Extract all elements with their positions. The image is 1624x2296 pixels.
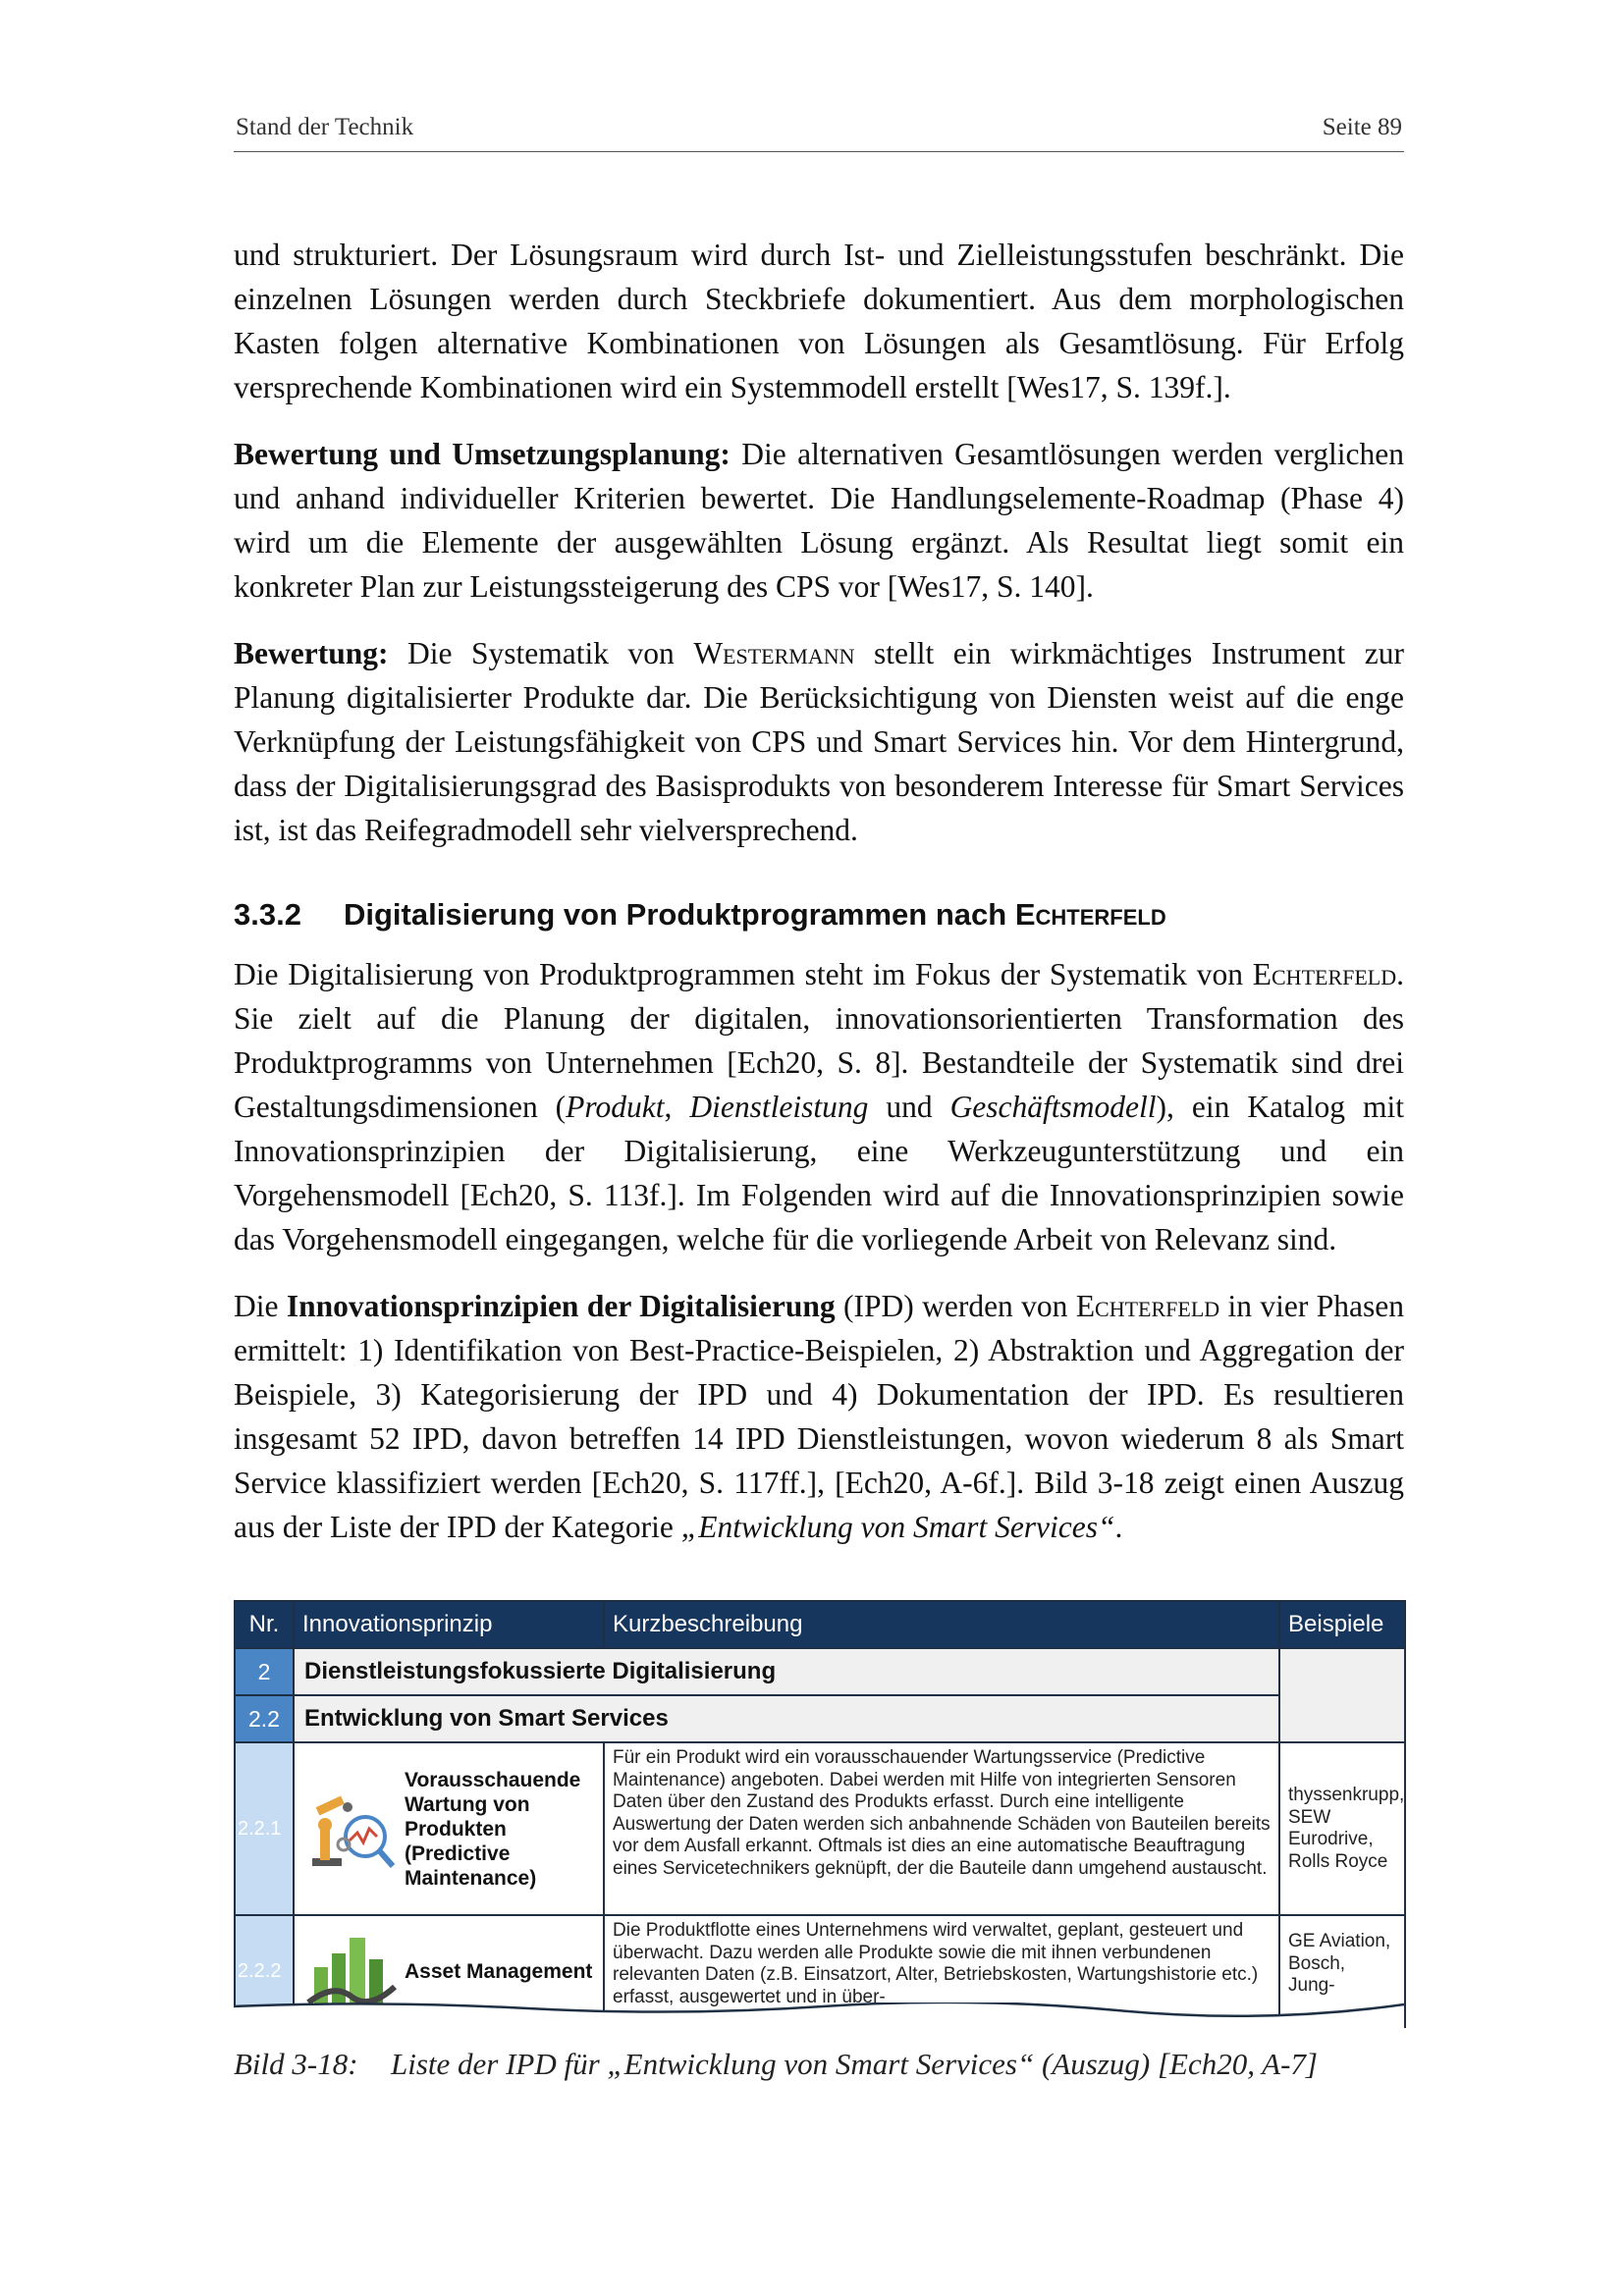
row-number: 2.2.2 xyxy=(235,1915,294,2027)
caption-label: Bild 3-18: xyxy=(234,2047,358,2081)
row-examples: GE Aviation, Bosch, Jung- xyxy=(1279,1915,1405,2027)
header-chapter: Stand der Technik xyxy=(236,114,414,140)
paragraph-1: und strukturiert. Der Lösungsraum wird durch Ist- und Zielleistungsstufen beschränkt. Die einzelnen Lösungen werden durch Steckbriefe dokumentiert. Aus dem morphologischen Kasten folgen alternative Kombinationen von Lösungen als Gesamtlösung. Für Erfolg versprechende Kombinationen wird ein Systemmodell erstellt [Wes17, S. 139f.]. xyxy=(234,238,1404,404)
row-description: Für ein Produkt wird ein vorausschauender Wartungsservice (Predictive Maintenance) angeboten. Dabei werden mit Hilfe von integrierten Sensoren Daten über den Zustand des Produkts erfasst. Durch eine intelligente Auswertung der Daten werden sich anbahnende Schäden von Bauteilen bereits vor dem Ausfall erkannt. Oftmals ist dies an eine automatische Beauftragung eines Servicetechnikers geknüpft, der die Bauteile dann umgehend austauscht. xyxy=(604,1742,1279,1915)
body-text xyxy=(234,233,1404,1572)
figure-caption xyxy=(234,2047,1404,2082)
row-number: 2.2.1 xyxy=(235,1742,294,1915)
table-header-row xyxy=(235,1601,1405,1648)
principle-label: Asset Management xyxy=(405,1959,593,1983)
principle-label: Vorausschauende Wartung von Produkten (Predictive Maintenance) xyxy=(405,1768,581,1890)
column-header-examples: Beispiele xyxy=(1279,1601,1405,1648)
column-header-nr: Nr. xyxy=(235,1601,294,1648)
group-label: Dienstleistungsfokussierte Digitalisierung xyxy=(294,1648,1279,1695)
ipd-table xyxy=(234,1600,1406,2028)
paragraph-5: Die Innovationsprinzipien der Digitalisierung (IPD) werden von Echterfeld in vier Phasen ermittelt: 1) Identifikation von Best-Practice-Beispielen, 2) Abstraktion und Aggregation der Beispiele, 3) Kategorisierung der IPD und 4) Dokumentation der IPD. Es resultieren insgesamt 52 IPD, davon betreffen 14 IPD Dienstleistungen, wovon wiederum 8 als Smart Service klassifiziert werden [Ech20, S. 117ff.], [Ech20, A-6f.]. Bild 3-18 zeigt einen Auszug aus der Liste der IPD der Kategorie „Entwicklung von Smart Services“. xyxy=(234,1289,1405,1544)
torn-edge xyxy=(234,2002,1404,2042)
ipd-table-figure xyxy=(234,1600,1404,2028)
paragraph-4: Die Digitalisierung von Produktprogrammen steht im Fokus der Systematik von Echterfeld. Sie zielt auf die Planung der digitalen, innovationsorientierten Transformation des Produktprogramms von Unternehmen [Ech20, S. 8]. Bestandteile der Systematik sind drei Gestaltungsdimensionen (Produkt, Dienstleistung und Geschäftsmodell), ein Katalog mit Innovationsprinzipien der Digitalisierung, eine Werkzeugunterstützung und ein Vorgehensmodell [Ech20, S. 113f.]. Im Folgenden wird auf die Innovationsprinzipien sowie das Vorgehensmodell eingegangen, welche für die vorliegende Arbeit von Relevanz sind. xyxy=(234,957,1405,1256)
column-header-principle: Innovationsprinzip xyxy=(294,1601,604,1648)
paragraph-3: Bewertung: Die Systematik von Westermann stellt ein wirkmächtiges Instrument zur Planung digitalisierter Produkte dar. Die Berücksichtigung von Diensten weist auf die enge Verknüpfung der Leistungsfähigkeit von CPS und Smart Services hin. Vor dem Hintergrund, dass der Digitalisierungsgrad des Basisprodukts von besonderem Interesse für Smart Services ist, ist das Reifegradmodell sehr vielversprechend. xyxy=(234,636,1404,847)
group-examples-empty xyxy=(1279,1648,1405,1742)
author-name: Westermann xyxy=(693,636,855,670)
predictive-maintenance-icon xyxy=(304,1782,399,1876)
caption-text: Liste der IPD für „Entwicklung von Smart Services“ (Auszug) [Ech20, A-7] xyxy=(391,2047,1318,2081)
subgroup-number: 2.2 xyxy=(235,1695,294,1742)
column-header-description: Kurzbeschreibung xyxy=(604,1601,1279,1648)
row-principle xyxy=(294,1742,604,1915)
header-page-number: Seite 89 xyxy=(1322,114,1402,140)
subgroup-label: Entwicklung von Smart Services xyxy=(294,1695,1279,1742)
table-group-row xyxy=(235,1648,1405,1695)
table-subgroup-row xyxy=(235,1695,1405,1742)
paragraph-2: Bewertung und Umsetzungsplanung: Die alternativen Gesamtlösungen werden verglichen und anhand individueller Kriterien bewertet. Die Handlungselemente-Roadmap (Phase 4) wird um die Elemente der ausgewählten Lösung ergänzt. Als Resultat liegt somit ein konkreter Plan zur Leistungssteigerung des CPS vor [Wes17, S. 140]. xyxy=(234,437,1404,604)
running-header xyxy=(234,110,1404,152)
section-heading: 3.3.2 Digitalisierung von Produktprogrammen nach Echterfeld xyxy=(234,897,1166,932)
group-number: 2 xyxy=(235,1648,294,1695)
row-examples: thyssenkrupp, SEW Eurodrive, Rolls Royce xyxy=(1279,1742,1405,1915)
table-row xyxy=(235,1742,1405,1915)
row-description: Die Produktflotte eines Unternehmens wird verwaltet, geplant, gesteuert und überwacht. Dazu werden alle Produkte sowie die mit ihnen verbundenen relevanten Daten (z.B. Einsatzort, Alter, Betriebskosten, Wartungshistorie etc.) erfasst, ausgewertet und in über- xyxy=(604,1915,1279,2027)
